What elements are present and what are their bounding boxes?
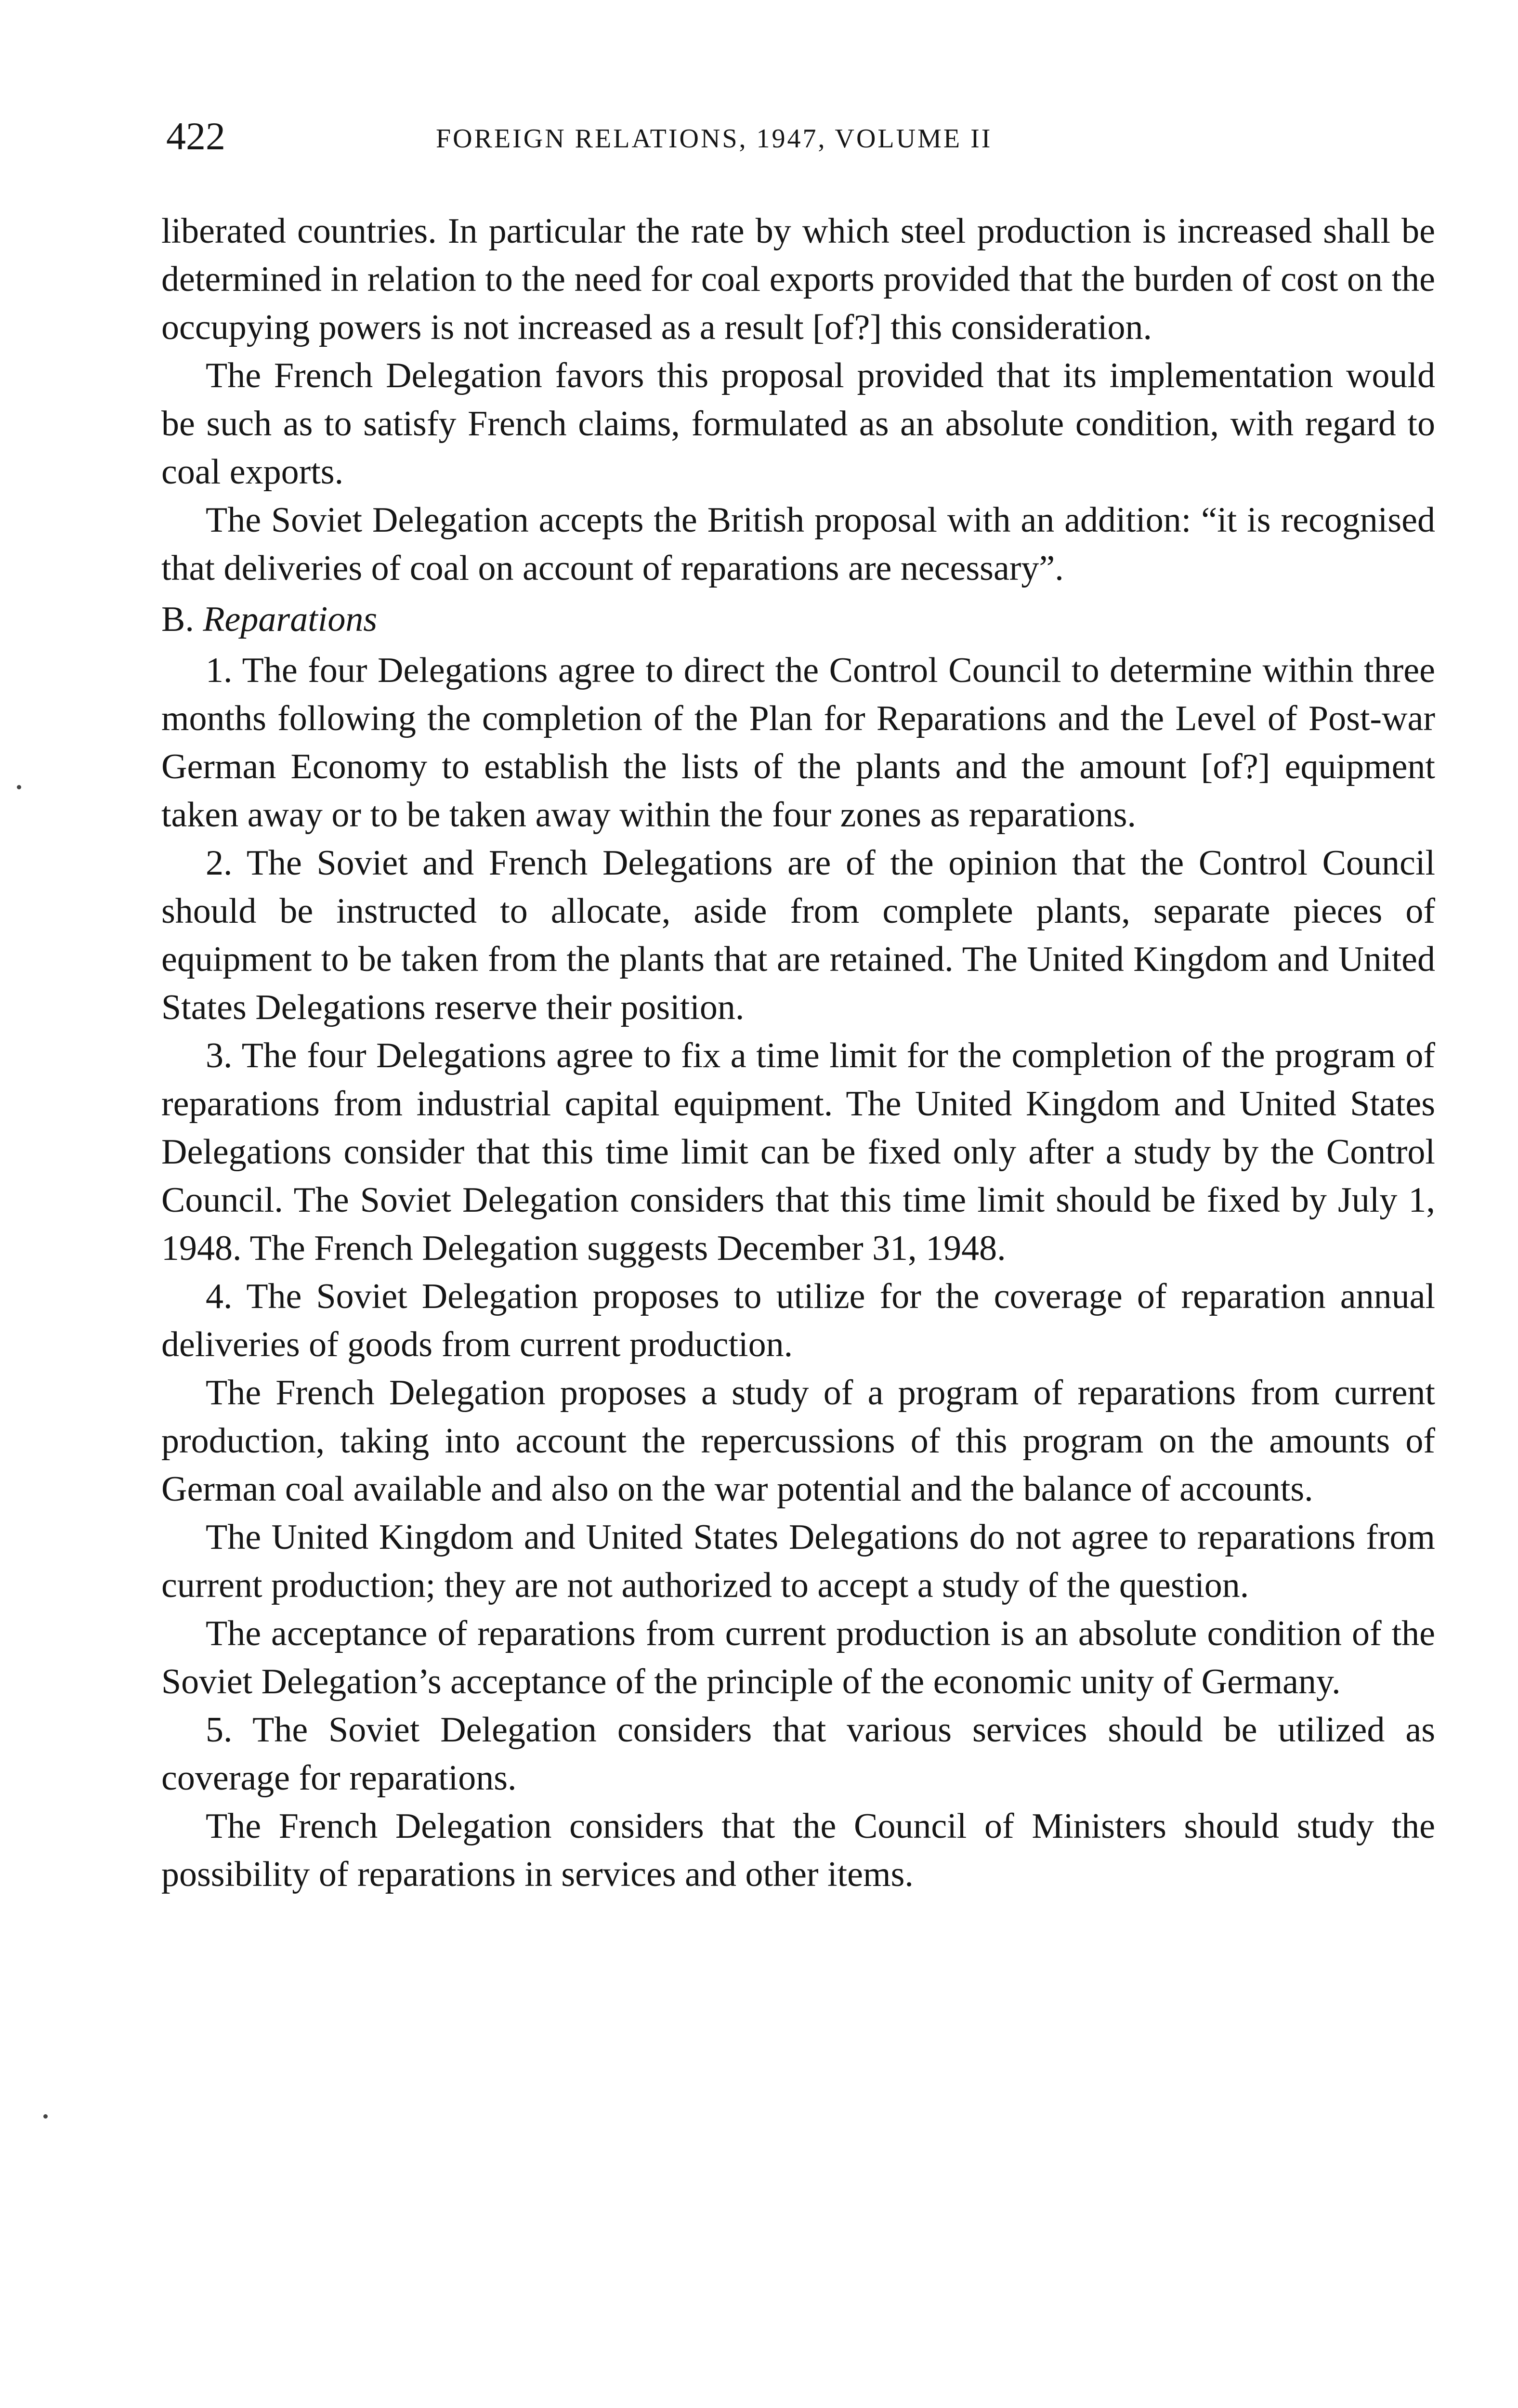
section-title: Reparations [203,600,378,639]
margin-mark [43,2114,48,2119]
paragraph: The acceptance of reparations from current production is an absolute condition of the Soviet Delegation’s acceptance of the principle of the economic unity of Germany. [161,1614,1435,1701]
section-letter: B. [161,600,194,639]
paragraph: The Soviet Delegation accepts the British proposal with an addition: “it is recognised that deliveries of coal on account of reparations are necessary”. [161,500,1435,588]
running-head: FOREIGN RELATIONS, 1947, VOLUME II [436,124,993,154]
paragraph: The United Kingdom and United States Delegations do not agree to reparations from current production; they are not authorized to accept a study of the question. [161,1518,1435,1605]
paragraph: 3. The four Delegations agree to fix a time limit for the completion of the program of reparations from industrial capital equipment. The United Kingdom and United States Delegations consider that this time limit can be fixed only after a study by the Control Council. The Soviet Delegation considers that this time limit should be fixed by July 1, 1948. The French Delegation suggests December 31, 1948. [161,1036,1435,1268]
section-heading [161,592,1435,646]
page-header [166,110,1442,182]
paragraph: 1. The four Delegations agree to direct the Control Council to determine within three months following the completion of the Plan for Reparations and the Level of Post-war German Economy to establish the lists of the plants and the amount [of?] equipment taken away or to be taken away within the four zones as reparations. [161,651,1435,835]
paragraph: The French Delegation considers that the Council of Ministers should study the possibility of reparations in services and other items. [161,1806,1435,1894]
paragraph: 4. The Soviet Delegation proposes to utilize for the coverage of reparation annual deliveries of goods from current production. [161,1277,1435,1364]
paragraph: The French Delegation proposes a study of a program of reparations from current production, taking into account the repercussions of this program on the amounts of German coal available and also on the war potential and the balance of accounts. [161,1373,1435,1509]
paragraph: The French Delegation favors this proposal provided that its implementation would be such as to satisfy French claims, formulated as an absolute condition, with regard to coal exports. [161,356,1435,492]
margin-mark [17,785,21,789]
body-text [161,207,1435,1898]
paragraph: 5. The Soviet Delegation considers that various services should be utilized as coverage for reparations. [161,1710,1435,1798]
page-number: 422 [166,114,225,158]
paragraph: 2. The Soviet and French Delegations are of the opinion that the Control Council should be instructed to allocate, aside from complete plants, separate pieces of equipment to be taken from the plants that are retained. The United Kingdom and United States Delegations reserve their position. [161,843,1435,1027]
paragraph-continued: liberated countries. In particular the rate by which steel production is increased shall be determined in relation to the need for coal exports provided that the burden of cost on the occupying powers is not increased as a result [of?] this consideration. [161,211,1435,347]
